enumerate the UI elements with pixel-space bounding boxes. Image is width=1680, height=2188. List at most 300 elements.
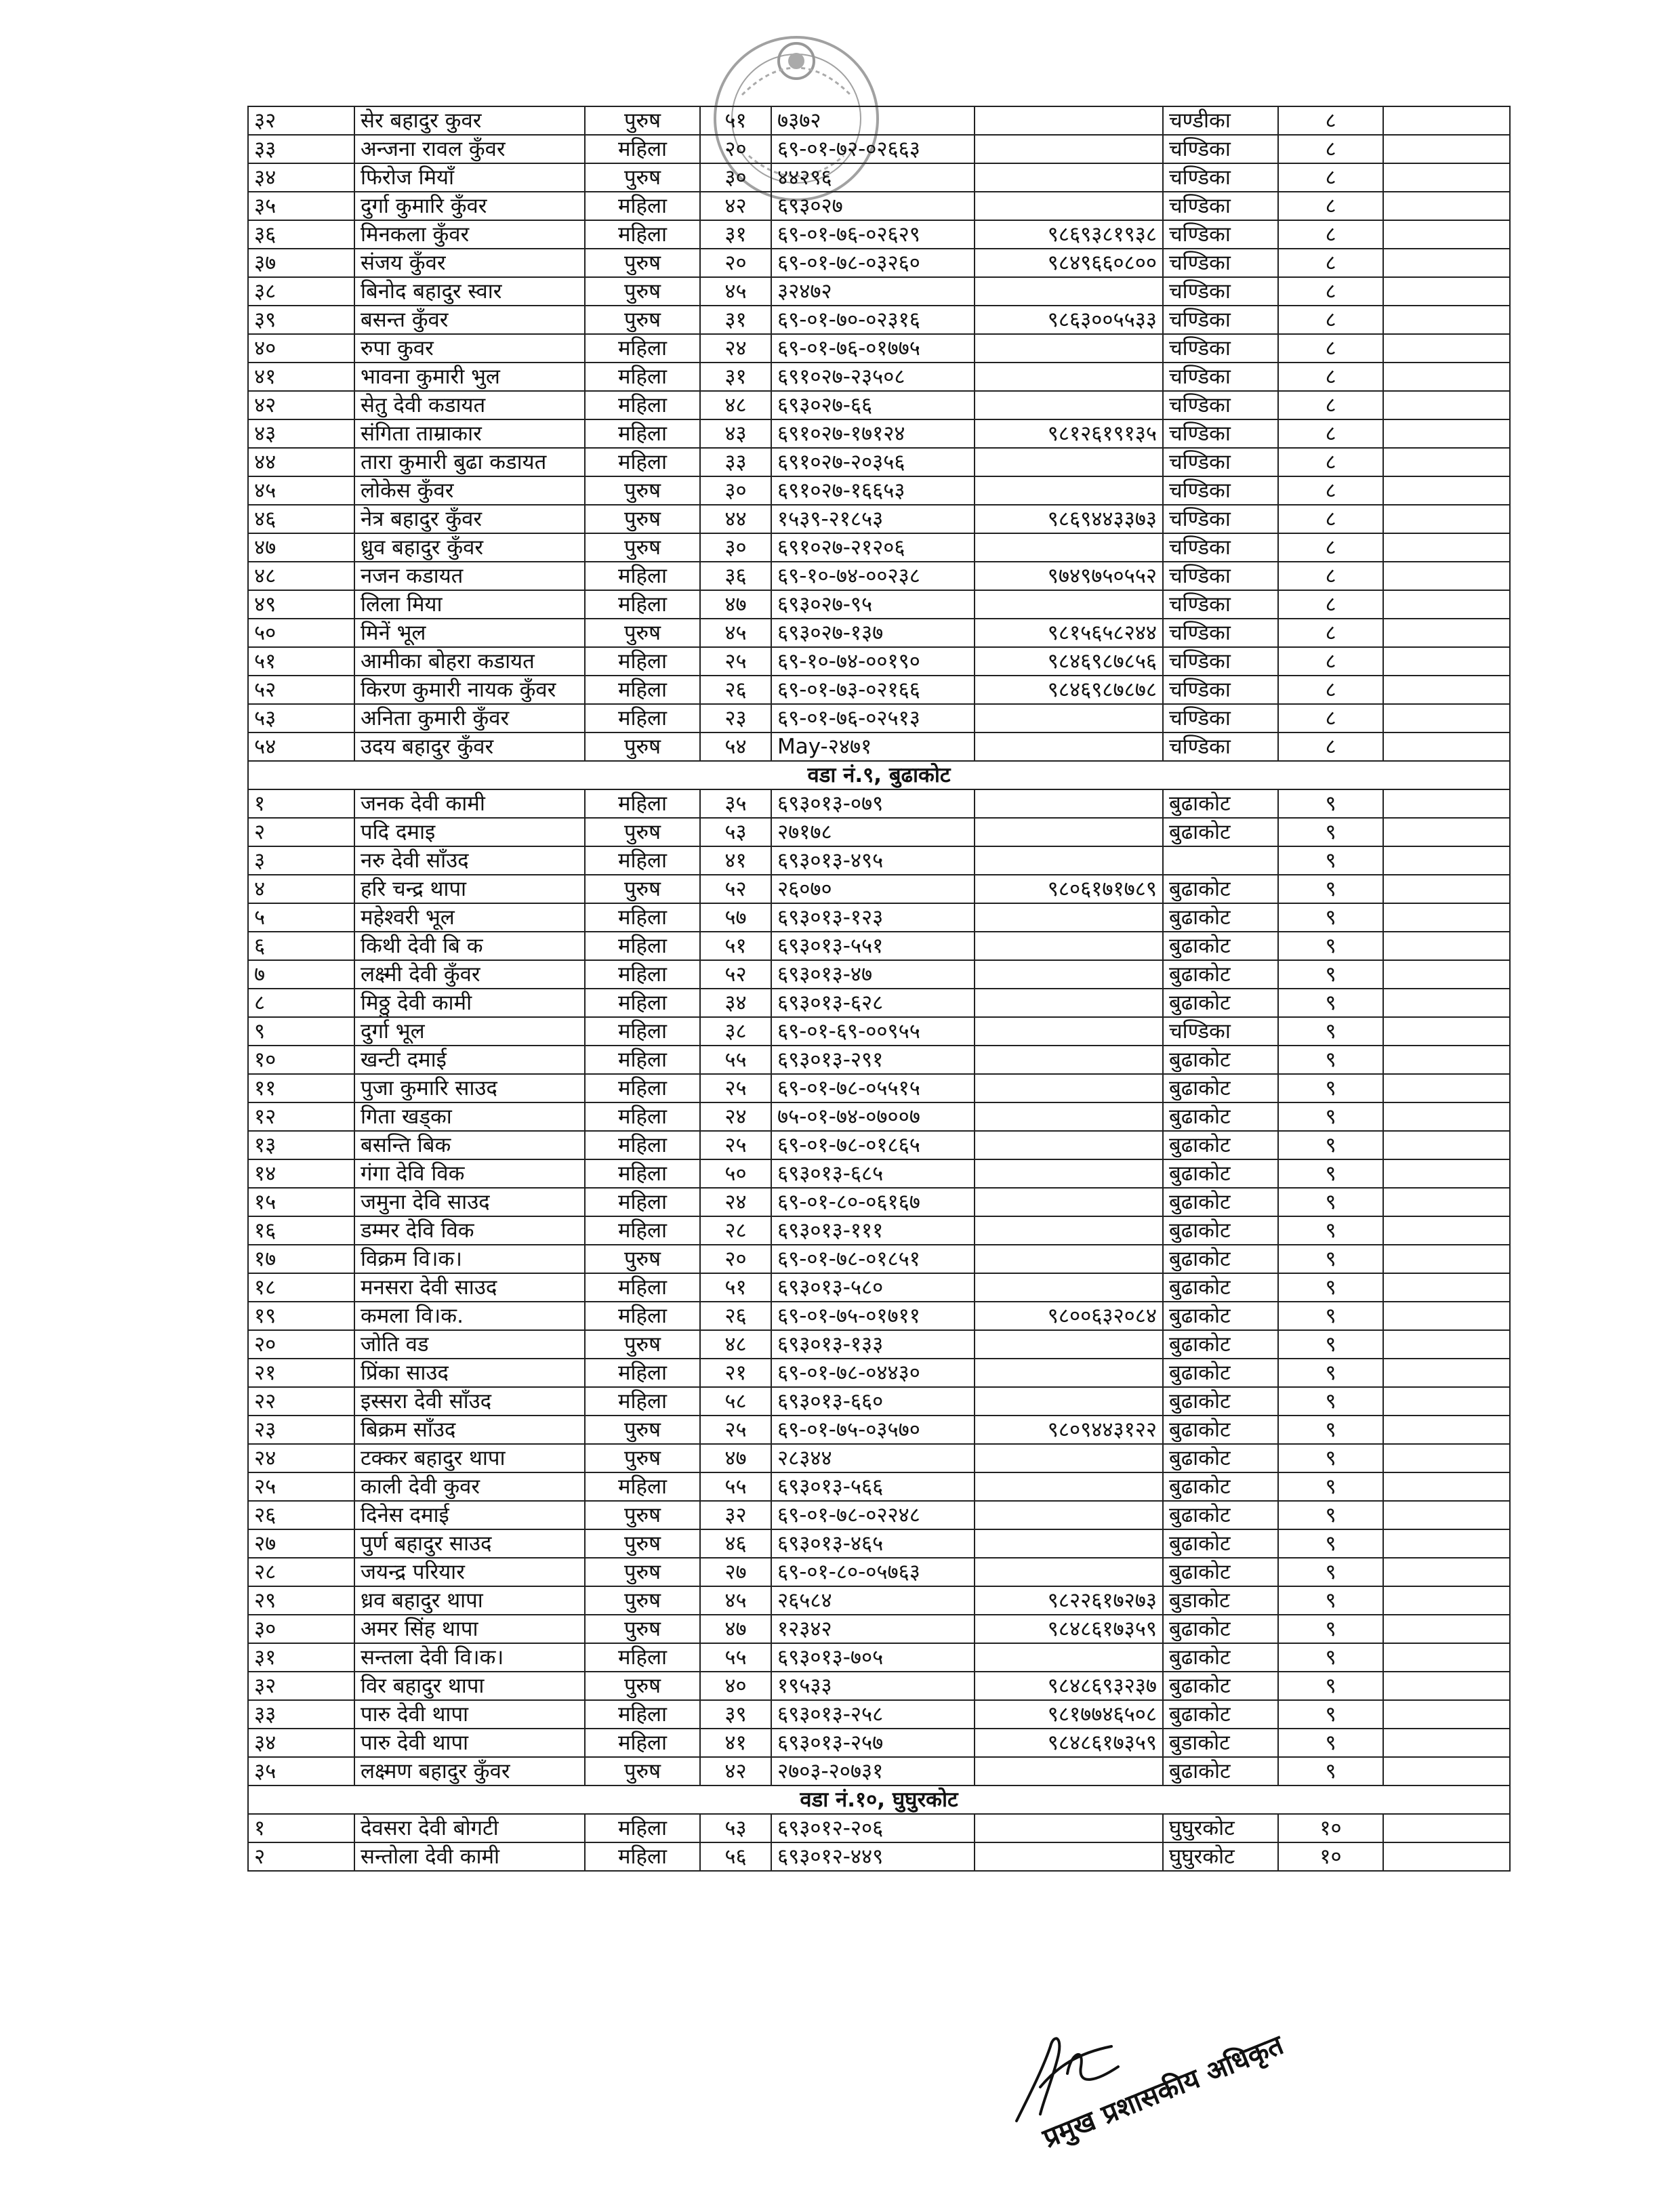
section-title: वडा नं.१०, घुघुरकोट [248, 1786, 1510, 1814]
section-heading-ward9 [248, 761, 1510, 789]
cell-phone: ९८६३००५५३३ [975, 306, 1163, 334]
cell-id: १९५३३ [771, 1672, 975, 1700]
cell-place: बुडाकोट [1163, 1586, 1278, 1615]
cell-phone [975, 1529, 1163, 1558]
cell-serial: ४७ [248, 533, 354, 562]
cell-ward: ९ [1278, 818, 1383, 846]
cell-phone [975, 960, 1163, 989]
cell-remarks [1383, 619, 1510, 647]
cell-phone [975, 391, 1163, 419]
table-row [248, 476, 1510, 505]
table-row [248, 1330, 1510, 1359]
cell-id: ३२४७२ [771, 277, 975, 306]
cell-serial: ५४ [248, 732, 354, 761]
cell-ward: १० [1278, 1814, 1383, 1842]
cell-remarks [1383, 846, 1510, 875]
cell-place: चण्डिका [1163, 647, 1278, 676]
cell-gender: महिला [585, 391, 700, 419]
cell-id: ६९-०१-७८-०३२६० [771, 249, 975, 277]
cell-age: ३३ [700, 448, 771, 476]
cell-gender: पुरुष [585, 1757, 700, 1786]
cell-gender: पुरुष [585, 533, 700, 562]
cell-remarks [1383, 448, 1510, 476]
cell-gender: महिला [585, 363, 700, 391]
cell-id: ६९३०१२-४४९ [771, 1842, 975, 1871]
cell-id: ६९३०१३-७०५ [771, 1643, 975, 1672]
cell-serial: ३७ [248, 249, 354, 277]
cell-ward: ८ [1278, 676, 1383, 704]
cell-place: बुढाकोट [1163, 1416, 1278, 1444]
cell-place: बुढाकोट [1163, 989, 1278, 1017]
cell-id: २७०३-२०७३१ [771, 1757, 975, 1786]
cell-phone: ९८४८६९३२३७ [975, 1672, 1163, 1700]
cell-remarks [1383, 1302, 1510, 1330]
cell-ward: ९ [1278, 1501, 1383, 1529]
cell-phone: ९८१२६१९१३५ [975, 419, 1163, 448]
cell-place: चण्डिका [1163, 476, 1278, 505]
cell-gender: महिला [585, 676, 700, 704]
cell-remarks [1383, 1216, 1510, 1245]
cell-name: दुर्गा भूल [354, 1017, 585, 1046]
cell-place: बुढाकोट [1163, 789, 1278, 818]
cell-serial: २० [248, 1330, 354, 1359]
cell-gender: पुरुष [585, 1444, 700, 1472]
cell-place: बुढाकोट [1163, 1359, 1278, 1387]
cell-phone: ९८६९४४३३७३ [975, 505, 1163, 533]
cell-serial: ४९ [248, 590, 354, 619]
cell-ward: ८ [1278, 363, 1383, 391]
cell-serial: ३ [248, 846, 354, 875]
cell-phone: ९८४८६१७३५९ [975, 1615, 1163, 1643]
cell-ward: ९ [1278, 932, 1383, 960]
table-row [248, 1359, 1510, 1387]
cell-phone [975, 476, 1163, 505]
cell-name: डम्मर देवि विक [354, 1216, 585, 1245]
table-row [248, 135, 1510, 163]
cell-serial: १० [248, 1046, 354, 1074]
cell-name: अन्जना रावल कुँवर [354, 135, 585, 163]
table-row [248, 163, 1510, 192]
cell-remarks [1383, 163, 1510, 192]
table-row [248, 562, 1510, 590]
table-row [248, 1729, 1510, 1757]
cell-place: चण्डिका [1163, 533, 1278, 562]
table-row [248, 1672, 1510, 1700]
table-row [248, 1842, 1510, 1871]
cell-age: ४५ [700, 1586, 771, 1615]
cell-ward: ९ [1278, 1302, 1383, 1330]
cell-id: ६९३०१२-२०६ [771, 1814, 975, 1842]
cell-remarks [1383, 505, 1510, 533]
cell-id: ६९-१०-७४-००२३८ [771, 562, 975, 590]
cell-gender: पुरुष [585, 732, 700, 761]
cell-place: बुढाकोट [1163, 1131, 1278, 1159]
cell-place: चण्डिका [1163, 334, 1278, 363]
cell-gender: महिला [585, 1842, 700, 1871]
cell-phone [975, 1387, 1163, 1416]
cell-place: बुढाकोट [1163, 1273, 1278, 1302]
cell-id: २७१७८ [771, 818, 975, 846]
cell-id: ६९-०१-७२-०२६६३ [771, 135, 975, 163]
cell-name: किथी देवी बि क [354, 932, 585, 960]
cell-gender: पुरुष [585, 1330, 700, 1359]
cell-serial: २१ [248, 1359, 354, 1387]
cell-serial: ३६ [248, 220, 354, 249]
cell-place: चण्डिका [1163, 220, 1278, 249]
cell-serial: ४० [248, 334, 354, 363]
cell-gender: पुरुष [585, 277, 700, 306]
cell-age: ३४ [700, 989, 771, 1017]
cell-name: रुपा कुवर [354, 334, 585, 363]
table-row [248, 1615, 1510, 1643]
cell-gender: महिला [585, 334, 700, 363]
cell-ward: ९ [1278, 1472, 1383, 1501]
cell-place: चण्डिका [1163, 1017, 1278, 1046]
cell-remarks [1383, 818, 1510, 846]
cell-phone [975, 818, 1163, 846]
cell-ward: ९ [1278, 846, 1383, 875]
cell-serial: ८ [248, 989, 354, 1017]
cell-phone [975, 106, 1163, 135]
cell-phone [975, 533, 1163, 562]
cell-ward: ९ [1278, 1700, 1383, 1729]
cell-remarks [1383, 1046, 1510, 1074]
cell-phone [975, 448, 1163, 476]
cell-place: बुडाकोट [1163, 1729, 1278, 1757]
cell-gender: पुरुष [585, 875, 700, 903]
table-row [248, 1757, 1510, 1786]
cell-phone [975, 163, 1163, 192]
cell-age: ३१ [700, 306, 771, 334]
cell-id: ६९३०१३-५५१ [771, 932, 975, 960]
cell-age: २४ [700, 1102, 771, 1131]
cell-id: ७५-०१-७४-०७००७ [771, 1102, 975, 1131]
cell-ward: ८ [1278, 419, 1383, 448]
cell-phone [975, 1046, 1163, 1074]
cell-serial: २३ [248, 1416, 354, 1444]
cell-ward: ८ [1278, 163, 1383, 192]
cell-remarks [1383, 1700, 1510, 1729]
table-row [248, 846, 1510, 875]
table-row [248, 1102, 1510, 1131]
table-row [248, 1302, 1510, 1330]
cell-id: ६९३०१३-१२३ [771, 903, 975, 932]
cell-gender: महिला [585, 1359, 700, 1387]
cell-remarks [1383, 789, 1510, 818]
cell-gender: महिला [585, 1814, 700, 1842]
cell-gender: महिला [585, 1102, 700, 1131]
cell-place: बुढाकोट [1163, 1700, 1278, 1729]
cell-serial: २६ [248, 1501, 354, 1529]
cell-ward: ८ [1278, 391, 1383, 419]
cell-name: मिनें भूल [354, 619, 585, 647]
cell-remarks [1383, 419, 1510, 448]
table-row [248, 192, 1510, 220]
table-row [248, 1814, 1510, 1842]
cell-place: बुढाकोट [1163, 1444, 1278, 1472]
cell-ward: ८ [1278, 476, 1383, 505]
cell-phone [975, 1643, 1163, 1672]
cell-age: २० [700, 249, 771, 277]
cell-age: ४१ [700, 1729, 771, 1757]
table-row [248, 818, 1510, 846]
cell-id: ६९३०१३-४९५ [771, 846, 975, 875]
cell-serial: ४४ [248, 448, 354, 476]
cell-name: बसन्त कुँवर [354, 306, 585, 334]
cell-id: ६९३०१३-५६६ [771, 1472, 975, 1501]
cell-place: बुढाकोट [1163, 1643, 1278, 1672]
cell-serial: १३ [248, 1131, 354, 1159]
cell-phone [975, 1501, 1163, 1529]
cell-gender: पुरुष [585, 1245, 700, 1273]
cell-age: ५७ [700, 903, 771, 932]
cell-serial: ४३ [248, 419, 354, 448]
cell-phone: ९८१७७४६५०८ [975, 1700, 1163, 1729]
cell-age: ४२ [700, 192, 771, 220]
cell-name: पारु देवी थापा [354, 1729, 585, 1757]
cell-place: बुढाकोट [1163, 1245, 1278, 1273]
cell-id: ६९-०१-८०-०५७६३ [771, 1558, 975, 1586]
cell-remarks [1383, 1842, 1510, 1871]
cell-place: बुढाकोट [1163, 1074, 1278, 1102]
cell-gender: महिला [585, 1017, 700, 1046]
cell-name: लिला मिया [354, 590, 585, 619]
cell-serial: ३३ [248, 1700, 354, 1729]
cell-serial: २८ [248, 1558, 354, 1586]
cell-gender: महिला [585, 789, 700, 818]
cell-serial: २ [248, 818, 354, 846]
cell-phone: ९८००६३२०८४ [975, 1302, 1163, 1330]
cell-gender: पुरुष [585, 249, 700, 277]
cell-ward: ९ [1278, 1615, 1383, 1643]
cell-ward: ९ [1278, 789, 1383, 818]
cell-age: २० [700, 1245, 771, 1273]
cell-place: बुढाकोट [1163, 1102, 1278, 1131]
cell-gender: पुरुष [585, 1586, 700, 1615]
cell-id: ६९३०१३-२५७ [771, 1729, 975, 1757]
table-row [248, 306, 1510, 334]
cell-id: २६५८४ [771, 1586, 975, 1615]
cell-age: २५ [700, 1074, 771, 1102]
cell-id: ६९-०१-६९-००९५५ [771, 1017, 975, 1046]
cell-name: पारु देवी थापा [354, 1700, 585, 1729]
cell-name: किरण कुमारी नायक कुँवर [354, 676, 585, 704]
cell-ward: ९ [1278, 1672, 1383, 1700]
cell-phone [975, 590, 1163, 619]
cell-gender: महिला [585, 1188, 700, 1216]
cell-ward: ८ [1278, 505, 1383, 533]
cell-id: २६०७० [771, 875, 975, 903]
cell-place [1163, 846, 1278, 875]
table-row [248, 277, 1510, 306]
cell-remarks [1383, 106, 1510, 135]
cell-age: ४२ [700, 1757, 771, 1786]
cell-place: चण्डिका [1163, 391, 1278, 419]
cell-gender: महिला [585, 1159, 700, 1188]
cell-place: चण्डिका [1163, 419, 1278, 448]
cell-age: २० [700, 135, 771, 163]
cell-id: ६९३०२७-१३७ [771, 619, 975, 647]
cell-remarks [1383, 135, 1510, 163]
cell-place: चण्डिका [1163, 135, 1278, 163]
cell-name: सेतु देवी कडायत [354, 391, 585, 419]
cell-id: ६९३०१३-०७९ [771, 789, 975, 818]
cell-gender: महिला [585, 960, 700, 989]
cell-id: ६९-०१-७८-०५५१५ [771, 1074, 975, 1102]
cell-ward: ८ [1278, 106, 1383, 135]
cell-remarks [1383, 1159, 1510, 1188]
cell-remarks [1383, 932, 1510, 960]
cell-place: चण्डिका [1163, 306, 1278, 334]
cell-remarks [1383, 1416, 1510, 1444]
cell-phone [975, 1558, 1163, 1586]
cell-id: ६९१०२७-१७१२४ [771, 419, 975, 448]
cell-name: प्रिंका साउद [354, 1359, 585, 1387]
cell-name: गिता खड्का [354, 1102, 585, 1131]
cell-remarks [1383, 1529, 1510, 1558]
cell-age: ४७ [700, 590, 771, 619]
cell-gender: महिला [585, 590, 700, 619]
cell-serial: ३५ [248, 1757, 354, 1786]
cell-phone [975, 363, 1163, 391]
cell-age: ५१ [700, 1273, 771, 1302]
cell-id: ६९-०१-७८-०१८५१ [771, 1245, 975, 1273]
table-row [248, 448, 1510, 476]
cell-serial: ३८ [248, 277, 354, 306]
cell-id: ६९-०१-७८-०४४३० [771, 1359, 975, 1387]
table-row [248, 1159, 1510, 1188]
cell-gender: महिला [585, 220, 700, 249]
cell-gender: महिला [585, 903, 700, 932]
cell-ward: ९ [1278, 1131, 1383, 1159]
cell-name: इस्सरा देवी साँउद [354, 1387, 585, 1416]
cell-serial: ४६ [248, 505, 354, 533]
table-row [248, 1273, 1510, 1302]
cell-name: विर बहादुर थापा [354, 1672, 585, 1700]
cell-ward: ९ [1278, 960, 1383, 989]
cell-serial: ३३ [248, 135, 354, 163]
table-row [248, 1216, 1510, 1245]
table-row [248, 363, 1510, 391]
table-row [248, 989, 1510, 1017]
cell-place: बुढाकोट [1163, 960, 1278, 989]
cell-serial: ४२ [248, 391, 354, 419]
cell-age: ४१ [700, 846, 771, 875]
table-body-ward9 [248, 789, 1510, 1786]
cell-name: उदय बहादुर कुँवर [354, 732, 585, 761]
cell-ward: ९ [1278, 1757, 1383, 1786]
cell-place: चण्डिका [1163, 249, 1278, 277]
cell-age: २५ [700, 647, 771, 676]
cell-place: बुढाकोट [1163, 1757, 1278, 1786]
cell-gender: महिला [585, 846, 700, 875]
cell-serial: १२ [248, 1102, 354, 1131]
cell-name: सन्तोला देवी कामी [354, 1842, 585, 1871]
cell-gender: महिला [585, 1729, 700, 1757]
cell-phone [975, 846, 1163, 875]
cell-place: बुढाकोट [1163, 932, 1278, 960]
cell-id: ६९-०१-७६-०२६२९ [771, 220, 975, 249]
cell-serial: ३२ [248, 1672, 354, 1700]
cell-name: हरि चन्द्र थापा [354, 875, 585, 903]
cell-serial: ६ [248, 932, 354, 960]
cell-remarks [1383, 903, 1510, 932]
cell-serial: १७ [248, 1245, 354, 1273]
cell-name: जनक देवी कामी [354, 789, 585, 818]
cell-place: चण्डिका [1163, 590, 1278, 619]
table-row [248, 1046, 1510, 1074]
cell-gender: पुरुष [585, 1672, 700, 1700]
cell-name: जमुना देवि साउद [354, 1188, 585, 1216]
cell-phone [975, 704, 1163, 732]
cell-ward: ९ [1278, 1188, 1383, 1216]
cell-phone [975, 1842, 1163, 1871]
section-title: वडा नं.९, बुढाकोट [248, 761, 1510, 789]
cell-ward: ८ [1278, 334, 1383, 363]
cell-ward: ८ [1278, 448, 1383, 476]
cell-age: ५५ [700, 1643, 771, 1672]
table-row [248, 1558, 1510, 1586]
cell-name: बिक्रम साँउद [354, 1416, 585, 1444]
cell-place: घुघुरकोट [1163, 1814, 1278, 1842]
cell-name: मिठ्ठु देवी कामी [354, 989, 585, 1017]
cell-id: ६९३०१३-२५८ [771, 1700, 975, 1729]
cell-serial: ४ [248, 875, 354, 903]
table-row [248, 732, 1510, 761]
cell-id: ६९३०२७ [771, 192, 975, 220]
table-body-ward10 [248, 1814, 1510, 1871]
cell-name: नजन कडायत [354, 562, 585, 590]
cell-gender: महिला [585, 448, 700, 476]
cell-name: ध्रव बहादुर थापा [354, 1586, 585, 1615]
cell-name: देवसरा देवी बोगटी [354, 1814, 585, 1842]
cell-name: सन्तला देवी वि।क। [354, 1643, 585, 1672]
cell-remarks [1383, 391, 1510, 419]
cell-place: चण्डिका [1163, 704, 1278, 732]
cell-age: ४८ [700, 391, 771, 419]
cell-gender: महिला [585, 1700, 700, 1729]
cell-age: ५१ [700, 106, 771, 135]
cell-age: २४ [700, 334, 771, 363]
cell-serial: ५० [248, 619, 354, 647]
cell-name: टक्कर बहादुर थापा [354, 1444, 585, 1472]
cell-remarks [1383, 676, 1510, 704]
cell-id: ६९१०२७-२१२०६ [771, 533, 975, 562]
cell-ward: ८ [1278, 619, 1383, 647]
cell-remarks [1383, 277, 1510, 306]
cell-age: ३६ [700, 562, 771, 590]
cell-id: ६९-०१-७८-०१८६५ [771, 1131, 975, 1159]
table-row [248, 647, 1510, 676]
cell-phone [975, 1359, 1163, 1387]
cell-ward: ८ [1278, 220, 1383, 249]
cell-remarks [1383, 1359, 1510, 1387]
cell-serial: ५१ [248, 647, 354, 676]
cell-id: ६९३०१३-६२८ [771, 989, 975, 1017]
cell-ward: ८ [1278, 192, 1383, 220]
cell-id: ६९३०२७-६६ [771, 391, 975, 419]
table-body-ward8 [248, 106, 1510, 761]
cell-id: १२३४२ [771, 1615, 975, 1643]
cell-gender: महिला [585, 419, 700, 448]
cell-serial: ३४ [248, 163, 354, 192]
cell-id: ६९-०१-७५-०३५७० [771, 1416, 975, 1444]
cell-phone: ९८४९६६०८०० [975, 249, 1163, 277]
cell-place: बुढाकोट [1163, 1188, 1278, 1216]
cell-ward: ९ [1278, 1387, 1383, 1416]
cell-name: गंगा देवि विक [354, 1159, 585, 1188]
cell-phone: ९८०६१७१७८९ [975, 875, 1163, 903]
